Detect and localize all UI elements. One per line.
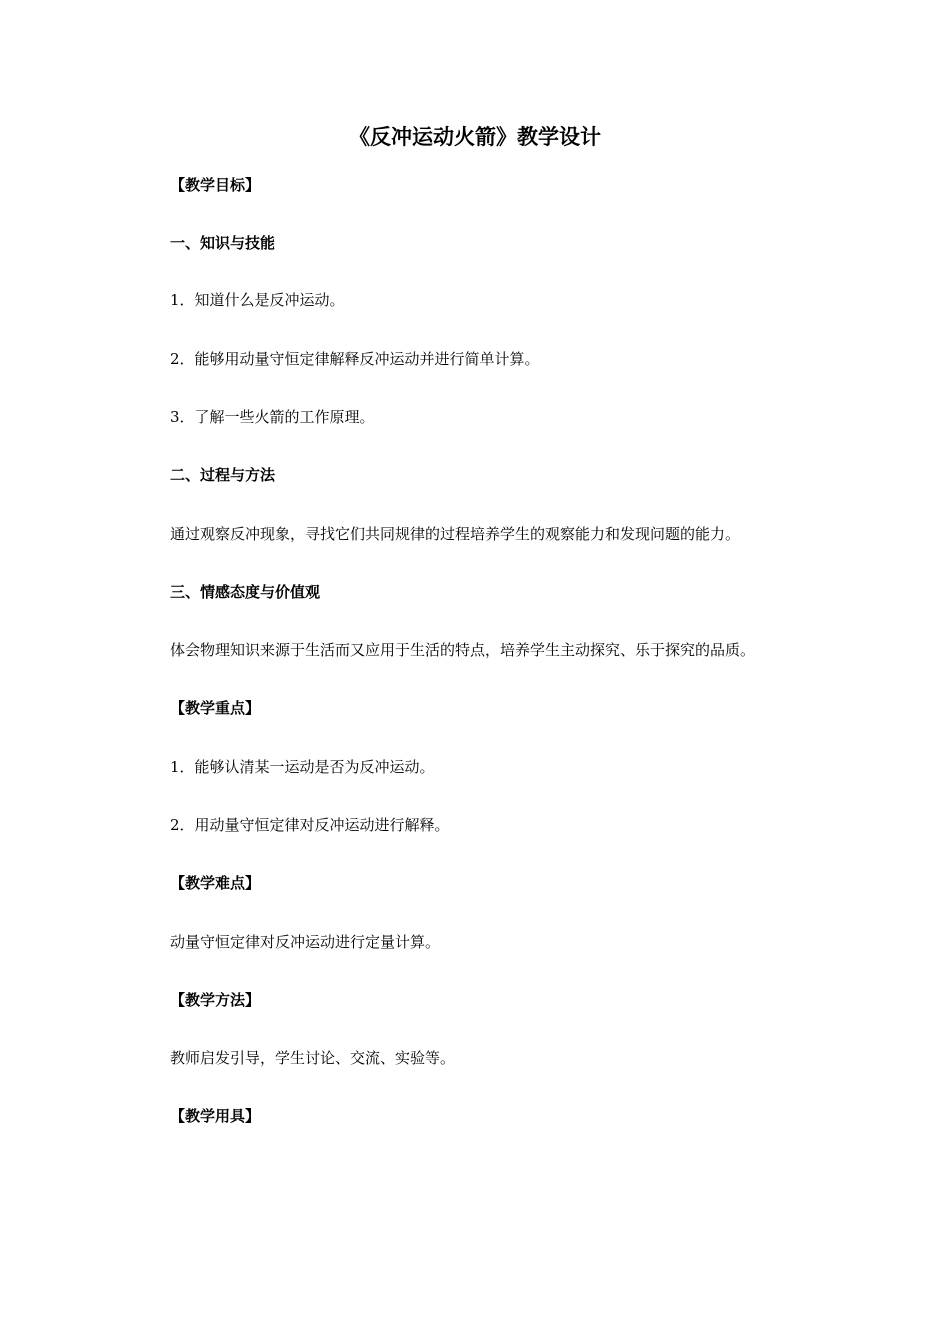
knowledge-item-1: 1．知道什么是反冲运动。 [170,291,345,309]
knowledge-skills-heading: 一、知识与技能 [170,234,276,252]
process-method-text: 通过观察反冲现象，寻找它们共同规律的过程培养学生的观察能力和发现问题的能力。 [170,525,741,543]
process-method-heading: 二、过程与方法 [170,466,276,484]
attitude-values-text: 体会物理知识来源于生活而又应用于生活的特点，培养学生主动探究、乐于探究的品质。 [170,641,756,659]
difficulty-text: 动量守恒定律对反冲运动进行定量计算。 [170,933,441,951]
key-point-item-2: 2．用动量守恒定律对反冲运动进行解释。 [170,816,450,834]
document-title: 《反冲运动火箭》教学设计 [349,125,601,149]
teaching-method-heading: 【教学方法】 [170,991,261,1009]
teaching-method-text: 教师启发引导，学生讨论、交流、实验等。 [170,1049,456,1067]
knowledge-item-2: 2．能够用动量守恒定律解释反冲运动并进行简单计算。 [170,350,540,368]
attitude-values-heading: 三、情感态度与价值观 [170,583,321,601]
key-point-item-1: 1．能够认清某一运动是否为反冲运动。 [170,758,435,776]
teaching-tools-heading: 【教学用具】 [170,1107,261,1125]
objectives-heading: 【教学目标】 [170,176,261,194]
knowledge-item-3: 3．了解一些火箭的工作原理。 [170,408,375,426]
difficulty-heading: 【教学难点】 [170,874,261,892]
key-points-heading: 【教学重点】 [170,699,261,717]
